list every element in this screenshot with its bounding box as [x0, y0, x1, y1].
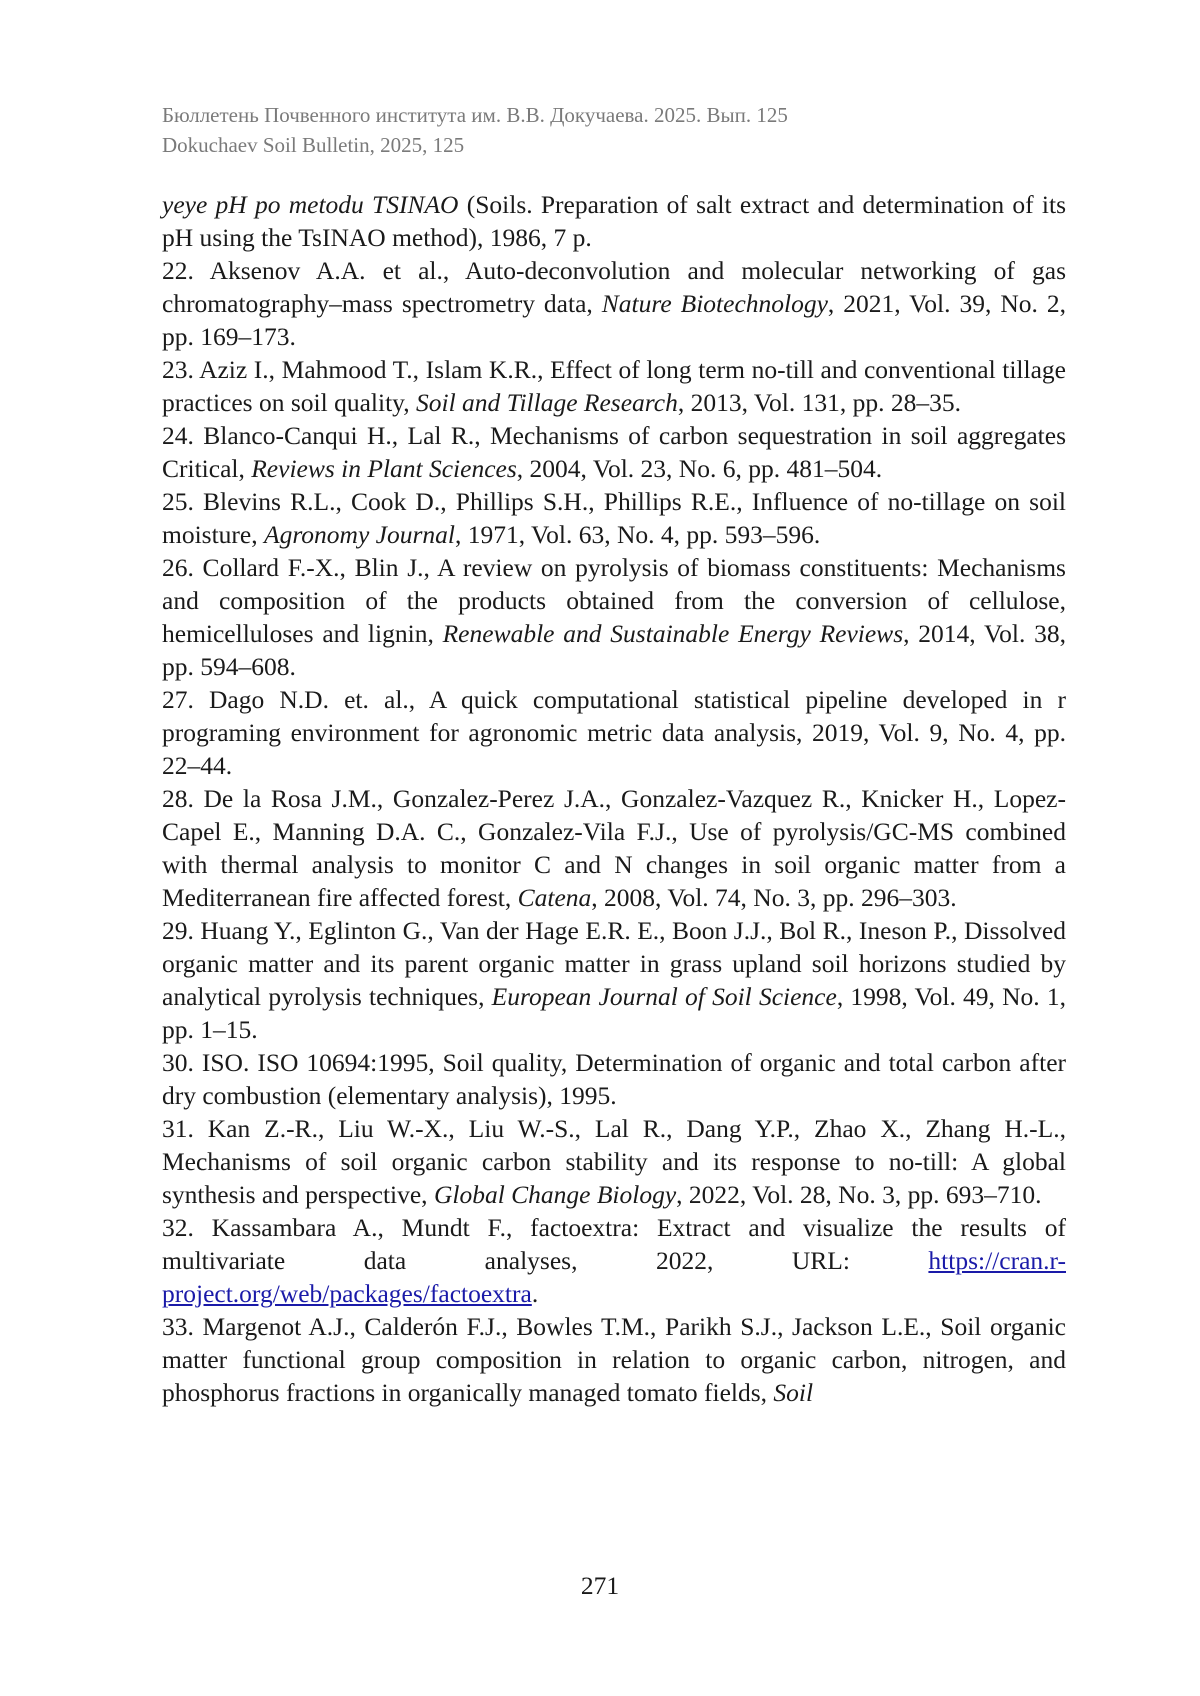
reference-list	[162, 188, 1066, 1409]
reference-item: 22. Aksenov A.A. et al., Auto-deconvolution and molecular networking of gas chromatography–mass spectrometry data, Nature Biotechnology, 2021, Vol. 39, No. 2, pp. 169–173.	[162, 256, 1066, 351]
reference-item: 24. Blanco-Canqui H., Lal R., Mechanisms of carbon sequestration in soil aggregates Critical, Reviews in Plant Sciences, 2004, Vol. 23, No. 6, pp. 481–504.	[162, 421, 1066, 483]
reference-item: 33. Margenot A.J., Calderón F.J., Bowles T.M., Parikh S.J., Jackson L.E., Soil organic matter functional group composition in relation to organic carbon, nitrogen, and phosphorus fractions in organically managed tomato fields, Soil	[162, 1312, 1066, 1407]
reference-item: 28. De la Rosa J.M., Gonzalez-Perez J.A., Gonzalez-Vazquez R., Knicker H., Lopez-Capel E., Manning D.A. C., Gonzalez-Vila F.J., Use of pyrolysis/GC-MS combined with thermal analysis to monitor C and N changes in soil organic matter from a Mediterranean fire affected forest, Catena, 2008, Vol. 74, No. 3, pp. 296–303.	[162, 784, 1066, 912]
reference-item: 32. Kassambara A., Mundt F., factoextra: Extract and visualize the results of multivariate data analyses, 2022, URL: https://cran.r-project.org/web/packages/factoextra.	[162, 1213, 1066, 1308]
running-header	[162, 100, 1062, 160]
header-english: Dokuchaev Soil Bulletin, 2025, 125	[162, 133, 465, 157]
reference-item: 31. Kan Z.-R., Liu W.-X., Liu W.-S., Lal R., Dang Y.P., Zhao X., Zhang H.-L., Mechanisms of soil organic carbon stability and its response to no-till: A global synthesis and perspective, Global Change Biology, 2022, Vol. 28, No. 3, pp. 693–710.	[162, 1114, 1066, 1209]
factoextra-url-link[interactable]: https://cran.r-project.org/web/packages/factoextra	[162, 1246, 1066, 1308]
reference-item: yeye pH po metodu TSINAO (Soils. Preparation of salt extract and determination of its pH using the TsINAO method), 1986, 7 p.	[162, 190, 1066, 252]
reference-item: 23. Aziz I., Mahmood T., Islam K.R., Effect of long term no-till and conventional tillage practices on soil quality, Soil and Tillage Research, 2013, Vol. 131, pp. 28–35.	[162, 355, 1066, 417]
reference-item: 27. Dago N.D. et. al., A quick computational statistical pipeline developed in r programing environment for agronomic metric data analysis, 2019, Vol. 9, No. 4, pp. 22–44.	[162, 685, 1066, 780]
reference-item: 25. Blevins R.L., Cook D., Phillips S.H., Phillips R.E., Influence of no-tillage on soil moisture, Agronomy Journal, 1971, Vol. 63, No. 4, pp. 593–596.	[162, 487, 1066, 549]
reference-item: 29. Huang Y., Eglinton G., Van der Hage E.R. E., Boon J.J., Bol R., Ineson P., Dissolved organic matter and its parent organic matter in grass upland soil horizons studied by analytical pyrolysis techniques, European Journal of Soil Science, 1998, Vol. 49, No. 1, pp. 1–15.	[162, 916, 1067, 1044]
reference-item: 26. Collard F.-X., Blin J., A review on pyrolysis of biomass constituents: Mechanisms and composition of the products obtained from the conversion of cellulose, hemicelluloses and lignin, Renewable and Sustainable Energy Reviews, 2014, Vol. 38, pp. 594–608.	[162, 553, 1066, 681]
reference-item: 30. ISO. ISO 10694:1995, Soil quality, Determination of organic and total carbon after dry combustion (elementary analysis), 1995.	[162, 1048, 1066, 1110]
header-russian: Бюллетень Почвенного института им. В.В. Докучаева. 2025. Вып. 125	[162, 103, 788, 127]
page-number: 271	[580, 1571, 620, 1600]
